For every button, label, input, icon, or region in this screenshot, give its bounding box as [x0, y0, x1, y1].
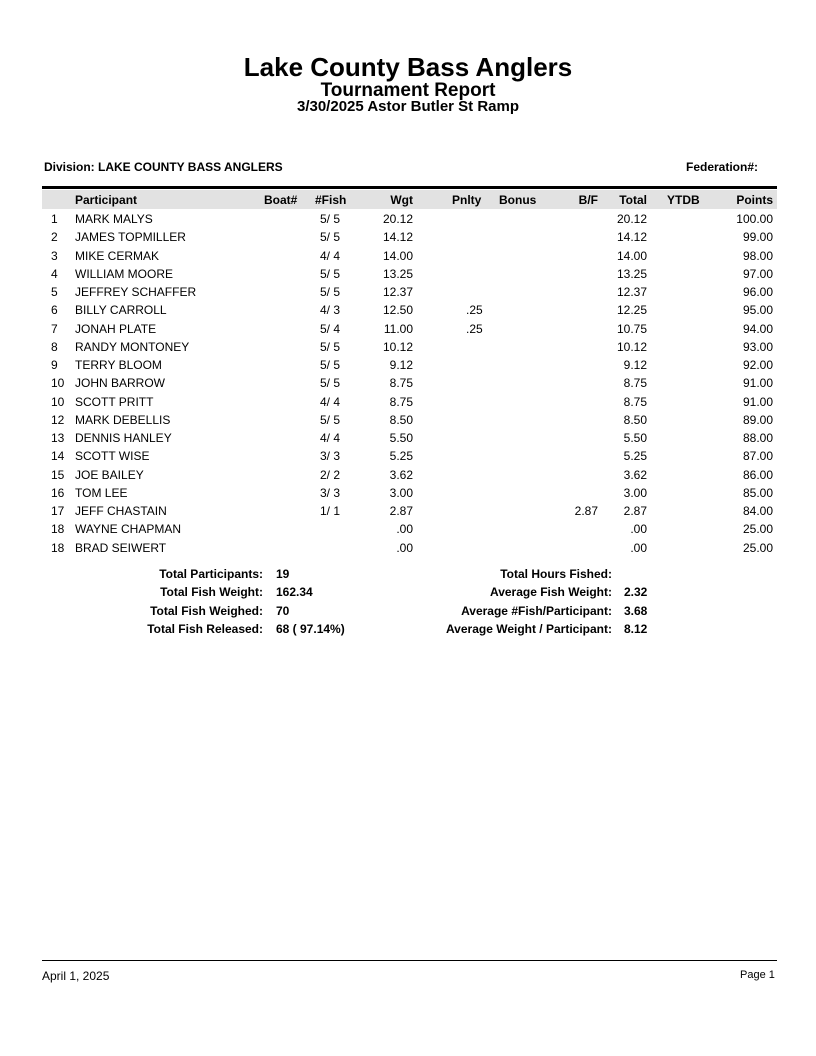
cell-points: 85.00: [742, 485, 773, 500]
federation-label: Federation#:: [686, 160, 759, 174]
cell-place: 15: [51, 467, 65, 482]
report-subtitle: Tournament Report: [320, 80, 496, 101]
cell-points: 96.00: [742, 285, 773, 299]
table-header: [42, 190, 777, 209]
cell-points: 25.00: [742, 540, 773, 555]
cell-total: 13.25: [616, 266, 647, 281]
summary-label: Total Hours Fished:: [500, 567, 612, 581]
page-number: Page 1: [740, 969, 775, 981]
cell-name: RANDY MONTONEY: [75, 339, 190, 354]
table-row: [42, 411, 777, 429]
cell-name: JEFF CHASTAIN: [75, 504, 167, 518]
summary-value: 68 ( 97.14%): [276, 621, 345, 636]
cell-place: 4: [51, 266, 58, 281]
table-row: [42, 520, 777, 538]
col-fish: #Fish: [315, 193, 347, 207]
cell-place: 10: [51, 376, 65, 391]
summary-label: Total Fish Released:: [147, 621, 263, 636]
table-row: [42, 374, 777, 392]
cell-wgt: 5.50: [389, 431, 413, 445]
cell-name: MIKE CERMAK: [75, 248, 160, 263]
summary-label: Total Participants:: [159, 567, 263, 581]
cell-wgt: 13.25: [382, 266, 413, 281]
footer-rule: [42, 960, 777, 961]
cell-wgt: 12.37: [382, 285, 413, 299]
cell-name: SCOTT WISE: [75, 449, 150, 464]
summary-label: Total Fish Weighed:: [150, 603, 263, 618]
cell-fish: 5/ 5: [320, 212, 341, 226]
cell-place: 2: [51, 230, 58, 245]
cell-total: 8.75: [623, 394, 647, 409]
cell-points: 25.00: [742, 522, 773, 537]
cell-place: 13: [51, 431, 65, 445]
cell-place: 8: [51, 339, 58, 354]
cell-total: 8.50: [623, 412, 647, 427]
cell-pnlty: .25: [466, 321, 483, 336]
col-boat: Boat#: [264, 193, 298, 207]
cell-wgt: 2.87: [389, 504, 413, 518]
cell-name: WILLIAM MOORE: [75, 266, 174, 281]
table-row: [42, 429, 777, 447]
cell-total: 14.12: [616, 230, 647, 245]
cell-wgt: 8.50: [389, 412, 413, 427]
summary-value: 19: [276, 567, 290, 581]
table-row: [42, 393, 777, 411]
cell-points: 86.00: [742, 467, 773, 482]
cell-fish: 4/ 4: [320, 431, 341, 445]
cell-wgt: 3.62: [389, 467, 413, 482]
cell-total: 12.25: [616, 303, 647, 318]
cell-total: 14.00: [616, 248, 647, 263]
cell-points: 88.00: [742, 431, 773, 445]
cell-points: 97.00: [742, 266, 773, 281]
cell-total: 5.25: [623, 449, 647, 464]
cell-place: 12: [51, 412, 65, 427]
cell-wgt: 3.00: [389, 485, 413, 500]
summary-value: 2.32: [624, 585, 648, 600]
cell-name: MARK DEBELLIS: [75, 412, 171, 427]
division-label: Division: LAKE COUNTY BASS ANGLERS: [44, 160, 283, 174]
summary-label: Average Fish Weight:: [489, 585, 612, 600]
cell-name: MARK MALYS: [75, 212, 153, 226]
table-row: [42, 301, 777, 319]
cell-fish: 5/ 4: [320, 321, 341, 336]
cell-total: .00: [630, 522, 647, 537]
cell-points: 92.00: [742, 358, 773, 372]
cell-points: 84.00: [742, 504, 773, 518]
cell-fish: 4/ 4: [320, 394, 341, 409]
cell-wgt: 14.12: [382, 230, 413, 245]
cell-points: 94.00: [742, 321, 773, 336]
cell-fish: 2/ 2: [320, 467, 341, 482]
cell-place: 17: [51, 504, 65, 518]
cell-fish: 3/ 3: [320, 485, 341, 500]
cell-points: 99.00: [742, 230, 773, 245]
cell-total: 2.87: [623, 504, 647, 518]
table-row: [42, 484, 777, 502]
cell-points: 89.00: [742, 412, 773, 427]
summary-label: Average #Fish/Participant:: [461, 603, 612, 618]
event-info: 3/30/2025 Astor Butler St Ramp: [296, 98, 520, 115]
cell-fish: 3/ 3: [320, 449, 341, 464]
table-row: [42, 228, 777, 246]
cell-place: 10: [51, 394, 65, 409]
cell-points: 100.00: [736, 212, 773, 226]
col-wgt: Wgt: [390, 193, 413, 207]
table-row: [42, 447, 777, 465]
cell-place: 3: [51, 248, 58, 263]
cell-fish: 4/ 4: [320, 248, 341, 263]
cell-points: 95.00: [742, 303, 773, 318]
cell-total: 3.62: [623, 467, 647, 482]
cell-name: TERRY BLOOM: [75, 358, 162, 372]
summary-value: 3.68: [624, 603, 648, 618]
cell-place: 5: [51, 285, 58, 299]
table-row: [42, 338, 777, 356]
cell-wgt: 11.00: [383, 321, 413, 336]
cell-name: DENNIS HANLEY: [75, 431, 172, 445]
col-participant: Participant: [75, 193, 138, 207]
col-points: Points: [736, 193, 773, 207]
cell-place: 16: [51, 485, 65, 500]
col-bf: B/F: [578, 193, 598, 207]
col-total: Total: [619, 193, 647, 207]
table-row: [42, 356, 777, 374]
cell-place: 18: [51, 540, 65, 555]
cell-name: BILLY CARROLL: [75, 303, 167, 318]
cell-name: BRAD SEIWERT: [75, 540, 167, 555]
table-row: [42, 265, 777, 283]
cell-fish: 1/ 1: [320, 504, 341, 518]
table-row: [42, 320, 777, 338]
cell-fish: 5/ 5: [320, 358, 341, 372]
summary-label: Average Weight / Participant:: [445, 621, 612, 636]
header-rule: [42, 186, 777, 189]
summary-value: 162.34: [276, 585, 313, 600]
cell-wgt: 14.00: [382, 248, 413, 263]
footer-date: April 1, 2025: [42, 969, 110, 983]
col-bonus: Bonus: [499, 193, 537, 207]
col-ytdb: YTDB: [667, 193, 700, 207]
cell-wgt: 5.25: [389, 449, 413, 464]
table-row: [42, 283, 777, 301]
cell-wgt: 10.12: [382, 339, 413, 354]
cell-points: 91.00: [742, 394, 773, 409]
table-row: [42, 247, 777, 265]
table-row: [42, 502, 777, 520]
cell-wgt: .00: [396, 522, 413, 537]
cell-place: 6: [51, 303, 58, 318]
summary-label: Total Fish Weight:: [160, 585, 263, 600]
cell-wgt: 9.12: [389, 358, 413, 372]
cell-fish: 5/ 5: [320, 376, 341, 391]
cell-points: 87.00: [742, 449, 773, 464]
cell-total: 10.12: [616, 339, 647, 354]
cell-total: 8.75: [623, 376, 647, 391]
table-row: [42, 210, 777, 228]
cell-total: 12.37: [616, 285, 647, 299]
cell-name: JAMES TOPMILLER: [75, 230, 186, 245]
cell-fish: 5/ 5: [320, 230, 341, 245]
cell-fish: 4/ 3: [320, 303, 341, 318]
cell-fish: 5/ 5: [320, 285, 341, 299]
summary-value: 8.12: [624, 621, 648, 636]
cell-wgt: 8.75: [389, 394, 413, 409]
cell-pnlty: .25: [466, 303, 483, 318]
cell-total: 9.12: [623, 358, 647, 372]
cell-total: 5.50: [623, 431, 647, 445]
cell-total: .00: [630, 540, 647, 555]
table-row: [42, 539, 777, 557]
cell-fish: 5/ 5: [320, 339, 341, 354]
cell-name: JEFFREY SCHAFFER: [75, 285, 197, 299]
cell-fish: 5/ 5: [320, 412, 341, 427]
cell-total: 3.00: [623, 485, 647, 500]
cell-points: 98.00: [742, 248, 773, 263]
cell-place: 18: [51, 522, 65, 537]
cell-name: JONAH PLATE: [75, 321, 157, 336]
cell-place: 14: [51, 449, 65, 464]
table-row: [42, 466, 777, 484]
cell-name: SCOTT PRITT: [75, 394, 154, 409]
cell-place: 7: [51, 321, 58, 336]
cell-bf: 2.87: [574, 504, 598, 518]
cell-wgt: 12.50: [382, 303, 413, 318]
cell-name: TOM LEE: [75, 485, 128, 500]
cell-wgt: 8.75: [389, 376, 413, 391]
col-pnlty: Pnlty: [452, 193, 482, 207]
report-title: Lake County Bass Anglers: [243, 52, 573, 82]
cell-name: JOHN BARROW: [75, 376, 165, 391]
cell-points: 91.00: [742, 376, 773, 391]
cell-name: WAYNE CHAPMAN: [75, 522, 182, 537]
cell-total: 10.75: [616, 321, 647, 336]
cell-points: 93.00: [742, 339, 773, 354]
cell-total: 20.12: [616, 212, 647, 226]
cell-wgt: .00: [396, 540, 413, 555]
summary-value: 70: [276, 603, 290, 618]
cell-fish: 5/ 5: [320, 266, 341, 281]
cell-place: 1: [51, 212, 58, 226]
cell-place: 9: [51, 358, 58, 372]
cell-wgt: 20.12: [382, 212, 413, 226]
cell-name: JOE BAILEY: [75, 467, 144, 482]
